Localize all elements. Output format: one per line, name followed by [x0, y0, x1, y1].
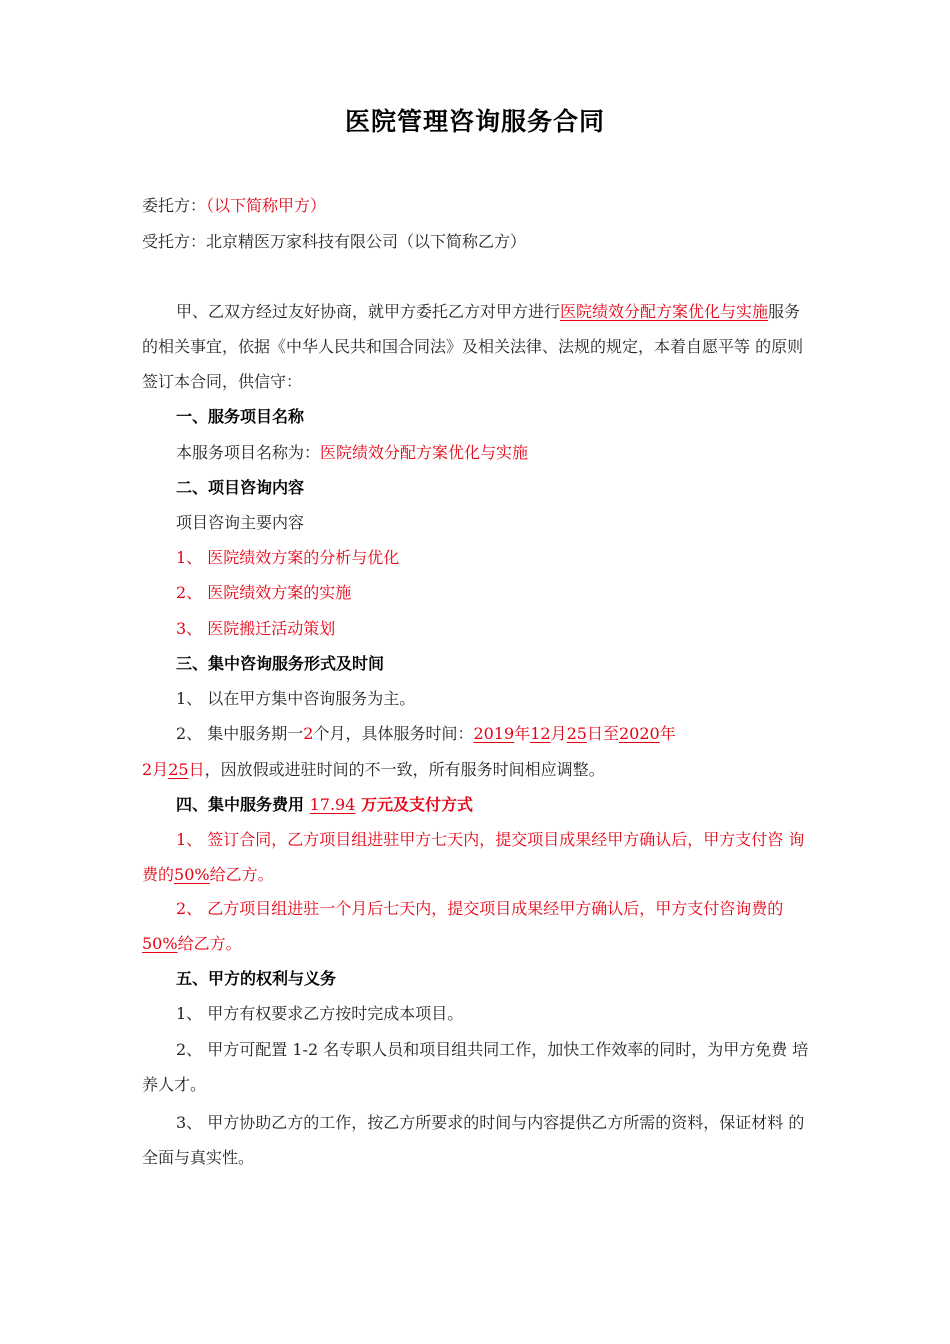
contractor-value: 北京精医万家科技有限公司（以下简称乙方）: [206, 232, 527, 251]
payment-2-line-1: 2、 乙方项目组进驻一个月后七天内，提交项目成果经甲方确认后，甲方支付咨询费的: [176, 899, 784, 918]
project-name-label: 本服务项目名称为：: [176, 443, 321, 462]
page-title: 医院管理咨询服务合同: [344, 107, 605, 136]
payment-2-line-2: [142, 934, 242, 954]
fee-amount: 17.94: [309, 795, 356, 814]
payment-2-percent: 50%: [142, 934, 178, 953]
start-year: 2019: [473, 724, 515, 743]
payment-1-line-1: 1、 签订合同，乙方项目组进驻甲方七天内，提交项目成果经甲方确认后，甲方支付咨 询: [176, 830, 805, 849]
end-day: 25: [168, 760, 189, 779]
year-char: 年: [659, 724, 676, 743]
start-month: 12: [530, 724, 551, 743]
contractor-line: [142, 232, 526, 252]
client-value: （以下简称甲方）: [206, 196, 327, 215]
fee-heading-a: 四、集中服务费用: [176, 795, 305, 814]
payment-1-percent: 50%: [174, 865, 210, 884]
content-item-3: 3、 医院搬迁活动策划: [176, 619, 336, 638]
year-char: 年: [514, 724, 531, 743]
day-char: 日: [188, 760, 205, 779]
intro-line-1: [176, 302, 800, 322]
contractor-label: 受托方：: [142, 232, 207, 251]
content-item-2: 2、 医院绩效方案的实施: [176, 583, 352, 602]
start-day: 25: [566, 724, 587, 743]
period-tail: ，因放假或进驻时间的不一致，所有服务时间相应调整。: [204, 760, 605, 779]
intro-line-3: 签订本合同，供信守：: [142, 372, 303, 391]
section-3-heading: 三、集中咨询服务形式及时间: [176, 654, 385, 673]
section-1-body: [176, 443, 528, 463]
obligation-item-3-line-1: 3、 甲方协助乙方的工作，按乙方所要求的时间与内容提供乙方所需的资料，保证材料 的: [176, 1113, 805, 1132]
content-item-1: 1、 医院绩效方案的分析与优化: [176, 548, 400, 567]
to-text: 日至: [586, 724, 619, 743]
payment-1-line-2: [142, 865, 274, 885]
payment-2-post: 给乙方。: [177, 934, 242, 953]
period-text-b: 个月，具体服务时间：: [313, 724, 474, 743]
intro-service: 服务: [768, 302, 801, 321]
intro-project-name: 医院绩效分配方案优化与实施: [560, 302, 769, 321]
section-4-heading: [176, 795, 473, 815]
section-2-heading: 二、项目咨询内容: [176, 478, 305, 497]
obligation-item-3-line-2: 全面与真实性。: [142, 1148, 255, 1167]
end-year: 2020: [618, 724, 660, 743]
section-1-heading: 一、服务项目名称: [176, 407, 305, 426]
end-month: 2: [142, 760, 153, 779]
obligation-item-1: 1、 甲方有权要求乙方按时完成本项目。: [176, 1004, 464, 1023]
month-char: 月: [550, 724, 567, 743]
payment-1-pre: 费的: [142, 865, 175, 884]
obligation-item-2-line-2: 养人才。: [142, 1075, 207, 1094]
service-period-line-1: [176, 724, 676, 744]
service-period-line-2: [142, 760, 605, 780]
period-text-a: 2、 集中服务期一: [176, 724, 304, 743]
section-5-heading: 五、甲方的权利与义务: [176, 969, 337, 988]
client-label: 委托方：: [142, 196, 207, 215]
section-2-sub: 项目咨询主要内容: [176, 513, 305, 532]
client-line: [142, 196, 326, 216]
obligation-item-2-line-1: 2、 甲方可配置 1-2 名专职人员和项目组共同工作，加快工作效率的同时，为甲方免费 培: [176, 1040, 809, 1059]
month-char: 月: [152, 760, 169, 779]
service-form-item-1: 1、 以在甲方集中咨询服务为主。: [176, 689, 416, 708]
project-name-value: 医院绩效分配方案优化与实施: [320, 443, 529, 462]
service-months: 2: [303, 724, 314, 743]
payment-1-post: 给乙方。: [209, 865, 274, 884]
intro-text: 甲、乙双方经过友好协商，就甲方委托乙方对甲方进行: [176, 302, 561, 321]
intro-line-2: 的相关事宜，依据《中华人民共和国合同法》及相关法律、法规的规定，本着自愿平等 的原则: [142, 337, 804, 356]
fee-heading-b: 万元及支付方式: [360, 795, 473, 814]
